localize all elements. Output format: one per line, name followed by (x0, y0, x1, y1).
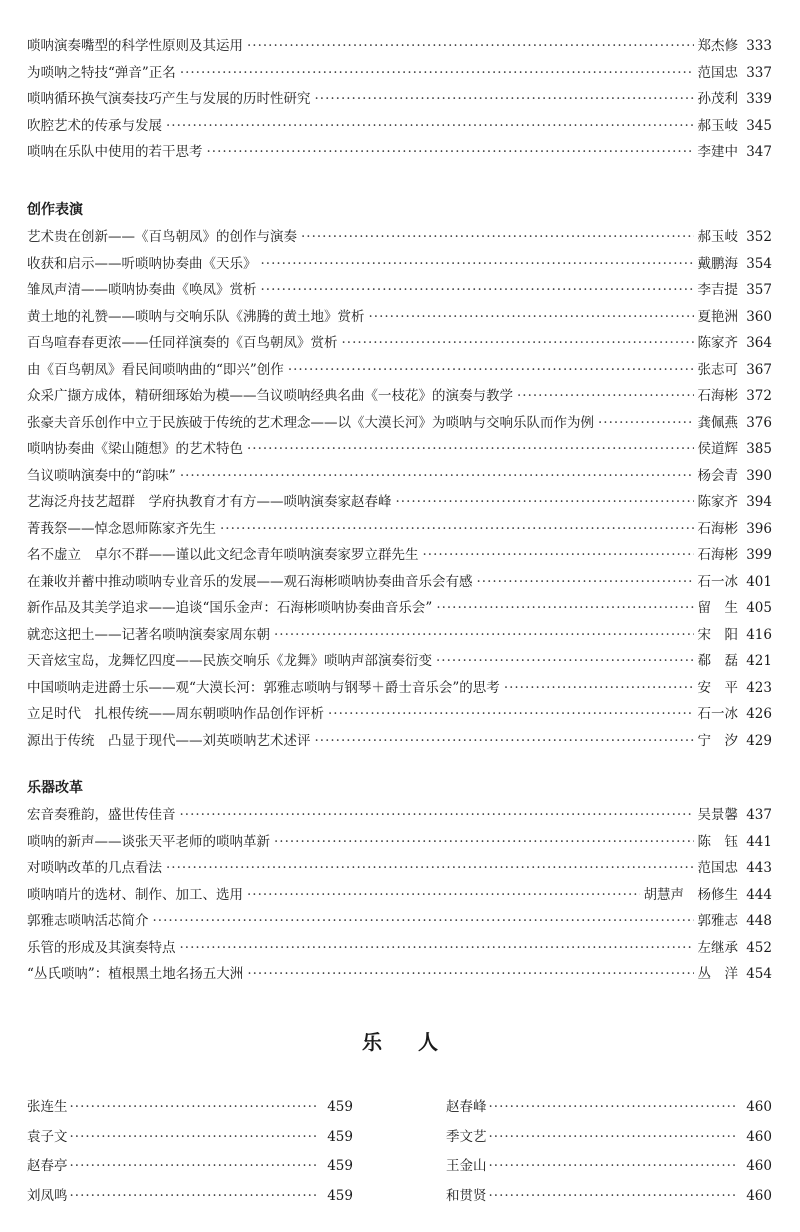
leader-dots (207, 139, 694, 166)
leader-dots (396, 489, 694, 516)
entry-page: 385 (746, 441, 772, 457)
leader-dots (70, 1152, 318, 1182)
person-entry (27, 1123, 353, 1153)
entry-page: 345 (746, 117, 772, 134)
leader-dots (247, 33, 694, 60)
toc-entry (27, 436, 772, 463)
entry-author: 安 平 (697, 679, 738, 696)
person-name: 赵春峰 (446, 1099, 487, 1115)
person-name: 王金山 (446, 1158, 487, 1174)
entry-author: 左继承 (697, 939, 738, 956)
toc-entry (27, 908, 772, 935)
toc-entry (27, 516, 772, 543)
entry-title: 新作品及其美学追求——追谈“国乐金声：石海彬唢呐协奏曲音乐会” (27, 600, 433, 616)
leader-dots (315, 728, 694, 755)
entry-author: 石海彬 (697, 547, 738, 563)
people-columns (27, 1093, 772, 1211)
entry-title: 众采广撷方成体，精研细琢始为模——刍议唢呐经典名曲《一枝花》的演奏与教学 (27, 388, 513, 404)
toc-entry (27, 330, 772, 357)
toc-entry (27, 86, 772, 113)
person-page: 460 (746, 1128, 772, 1145)
entry-page: 421 (746, 653, 772, 669)
leader-dots (436, 648, 694, 675)
entry-author: 范国忠 (697, 64, 738, 81)
leader-dots (153, 908, 694, 935)
toc-entry (27, 224, 772, 251)
toc-entry (27, 569, 772, 596)
entry-author: 李吉提 (697, 282, 738, 298)
entry-page: 452 (746, 939, 772, 956)
person-entry (27, 1152, 353, 1182)
entry-author: 郑杰修 (697, 38, 738, 54)
leader-dots (489, 1123, 737, 1153)
entry-author: 李建中 (697, 144, 738, 160)
entry-page: 394 (746, 494, 772, 510)
toc-entry (27, 935, 772, 962)
entry-title: 乐管的形成及其演奏特点 (27, 939, 176, 956)
entry-author: 留 生 (697, 600, 738, 616)
toc-entry (27, 675, 772, 702)
toc-entry (27, 463, 772, 490)
entry-title: 对唢呐改革的几点看法 (27, 860, 162, 876)
entry-title: 唢呐在乐队中使用的若干思考 (27, 144, 203, 160)
leader-dots (261, 277, 694, 304)
person-entry (446, 1123, 772, 1153)
entry-title: 天音炫宝岛，龙舞忆四度——民族交响乐《龙舞》唢呐声部演奏衍变 (27, 653, 432, 669)
entry-title: 收获和启示——听唢呐协奏曲《天乐》 (27, 255, 257, 272)
entry-title: 艺术贵在创新——《百鸟朝凤》的创作与演奏 (27, 229, 297, 245)
entry-author: 陈 钰 (697, 833, 738, 850)
entry-title: 立足时代 扎根传统——周东朝唢呐作品创作评析 (27, 706, 324, 722)
entry-page: 401 (746, 573, 772, 590)
entry-page: 396 (746, 520, 772, 537)
toc-entry (27, 595, 772, 622)
person-name: 赵春亭 (27, 1158, 68, 1174)
leader-dots (517, 383, 694, 410)
entry-title: 艺海泛舟技艺超群 学府执教育才有方——唢呐演奏家赵春峰 (27, 494, 392, 510)
entry-author: 范国忠 (697, 860, 738, 876)
entry-page: 426 (746, 706, 772, 722)
toc-entry (27, 139, 772, 166)
entry-author: 戴鹏海 (697, 255, 738, 272)
entry-author: 杨会青 (697, 467, 738, 484)
toc-entry (27, 882, 772, 909)
entry-author: 胡慧声 杨修生 (643, 886, 738, 903)
entry-title: 菁莪祭——悼念恩师陈家齐先生 (27, 520, 216, 537)
entry-title: 唢呐的新声——谈张天平老师的唢呐革新 (27, 833, 270, 850)
toc-entry (27, 829, 772, 856)
entry-author: 丛 洋 (697, 966, 738, 982)
leader-dots (247, 961, 693, 988)
entry-title: 黄土地的礼赞——唢呐与交响乐队《沸腾的黄土地》赏析 (27, 308, 365, 325)
entry-author: 石海彬 (697, 388, 738, 404)
toc-entry (27, 489, 772, 516)
person-page: 460 (746, 1187, 772, 1204)
person-entry (27, 1093, 353, 1123)
leader-dots (423, 542, 694, 569)
person-name: 和贯贤 (446, 1187, 487, 1204)
entry-title: 名不虚立 卓尔不群——谨以此文纪念青年唢呐演奏家罗立群先生 (27, 547, 419, 563)
leader-dots (342, 330, 694, 357)
toc-entry (27, 410, 772, 437)
entry-page: 360 (746, 308, 772, 325)
leader-dots (70, 1123, 318, 1153)
entry-author: 吴景馨 (697, 807, 738, 823)
toc-entry (27, 251, 772, 278)
entry-title: 唢呐哨片的选材、制作、加工、选用 (27, 886, 243, 903)
person-page: 459 (327, 1099, 353, 1115)
entry-page: 443 (746, 860, 772, 876)
toc-entry (27, 357, 772, 384)
entry-title: 为唢呐之特技“弹音”正名 (27, 64, 176, 81)
entry-author: 郭雅志 (697, 913, 738, 929)
leader-dots (288, 357, 694, 384)
section-heading: 乐器改革 (27, 780, 83, 796)
leader-dots (70, 1182, 318, 1212)
leader-dots (247, 436, 694, 463)
entry-author: 石一冰 (697, 573, 738, 590)
entry-page: 399 (746, 547, 772, 563)
leader-dots (166, 855, 694, 882)
entry-title: 源出于传统 凸显于现代——刘英唢呐艺术述评 (27, 732, 311, 749)
toc-entry (27, 961, 772, 988)
person-page: 460 (746, 1099, 772, 1115)
people-column-right (446, 1093, 772, 1211)
person-page: 459 (327, 1128, 353, 1145)
toc-entry (27, 622, 772, 649)
entry-title: 张豪夫音乐创作中立于民族破于传统的艺术理念——以《大漠长河》为唢呐与交响乐队而作为例 (27, 414, 594, 431)
leader-dots (274, 622, 694, 649)
entry-page: 333 (746, 38, 772, 54)
entry-page: 429 (746, 732, 772, 749)
entry-page: 339 (746, 91, 772, 107)
entry-page: 444 (746, 886, 772, 903)
leader-dots (489, 1152, 737, 1182)
person-page: 459 (327, 1187, 353, 1204)
person-name: 袁子文 (27, 1128, 68, 1145)
entry-author: 侯道辉 (697, 441, 738, 457)
toc-entry (27, 855, 772, 882)
entry-page: 454 (746, 966, 772, 982)
leader-dots (489, 1093, 737, 1123)
leader-dots (598, 410, 694, 437)
toc-entry (27, 802, 772, 829)
person-page: 459 (327, 1158, 353, 1174)
person-entry (446, 1093, 772, 1123)
entry-page: 441 (746, 833, 772, 850)
entry-author: 石一冰 (697, 706, 738, 722)
entry-page: 367 (746, 361, 772, 378)
entry-page: 437 (746, 807, 772, 823)
toc-entry (27, 33, 772, 60)
section-entries (27, 802, 772, 988)
toc-entry (27, 113, 772, 140)
entry-title: “丛氏唢呐”：植根黑土地名扬五大洲 (27, 966, 244, 982)
entry-title: 宏音奏雅韵，盛世传佳音 (27, 807, 176, 823)
entry-page: 372 (746, 388, 772, 404)
people-column-left (27, 1093, 353, 1211)
leader-dots (436, 595, 693, 622)
leader-dots (261, 251, 694, 278)
entry-title: 中国唢呐走进爵士乐——观“大漠长河：郭雅志唢呐与钢琴＋爵士音乐会”的思考 (27, 679, 500, 696)
toc-top-list (27, 33, 772, 166)
toc-entry (27, 277, 772, 304)
toc-entry (27, 648, 772, 675)
toc-entry (27, 728, 772, 755)
entry-title: 郭雅志唢呐活芯简介 (27, 913, 149, 929)
toc-entry (27, 383, 772, 410)
section-creation (27, 196, 772, 754)
leader-dots (70, 1093, 318, 1123)
toc-entry (27, 304, 772, 331)
entry-page: 376 (746, 414, 772, 431)
entry-author: 夏艳洲 (697, 308, 738, 325)
entry-page: 416 (746, 626, 772, 643)
entry-page: 390 (746, 467, 772, 484)
entry-page: 423 (746, 679, 772, 696)
person-entry (446, 1152, 772, 1182)
entry-author: 陈家齐 (697, 494, 738, 510)
entry-title: 在兼收并蓄中推动唢呐专业音乐的发展——观石海彬唢呐协奏曲音乐会有感 (27, 573, 473, 590)
entry-page: 405 (746, 600, 772, 616)
entry-page: 448 (746, 913, 772, 929)
person-name: 季文艺 (446, 1128, 487, 1145)
leader-dots (247, 882, 640, 909)
entry-title: 百鸟喧春春更浓——任同祥演奏的《百鸟朝凤》赏析 (27, 335, 338, 351)
entry-title: 唢呐协奏曲《梁山随想》的艺术特色 (27, 441, 243, 457)
entry-title: 由《百鸟朝凤》看民间唢呐曲的“即兴”创作 (27, 361, 284, 378)
leader-dots (274, 829, 694, 856)
person-name: 刘凤鸣 (27, 1187, 68, 1204)
entry-author: 宁 汐 (697, 732, 738, 749)
entry-author: 张志可 (697, 361, 738, 378)
leader-dots (504, 675, 694, 702)
section-heading: 创作表演 (27, 202, 83, 218)
section-entries (27, 224, 772, 754)
entry-author: 石海彬 (697, 520, 738, 537)
entry-title: 雏凤声清——唢呐协奏曲《唤凤》赏析 (27, 282, 257, 298)
entry-title: 刍议唢呐演奏中的“韵味” (27, 467, 176, 484)
entry-author: 郝玉岐 (697, 117, 738, 134)
toc-entry (27, 701, 772, 728)
leader-dots (369, 304, 694, 331)
entry-author: 陈家齐 (697, 335, 738, 351)
entry-page: 364 (746, 335, 772, 351)
entry-author: 龚佩燕 (697, 414, 738, 431)
entry-title: 吹腔艺术的传承与发展 (27, 117, 162, 134)
leader-dots (477, 569, 694, 596)
entry-title: 唢呐演奏嘴型的科学性原则及其运用 (27, 38, 243, 54)
leader-dots (180, 802, 694, 829)
entry-page: 357 (746, 282, 772, 298)
entry-author: 孙茂利 (697, 91, 738, 107)
leader-dots (220, 516, 694, 543)
person-name: 张连生 (27, 1099, 68, 1115)
person-entry (446, 1182, 772, 1212)
leader-dots (180, 463, 694, 490)
entry-page: 337 (746, 64, 772, 81)
entry-author: 宋 阳 (697, 626, 738, 643)
toc-entry (27, 542, 772, 569)
section-reform (27, 774, 772, 988)
leader-dots (180, 60, 694, 87)
leader-dots (315, 86, 694, 113)
entry-page: 352 (746, 229, 772, 245)
leader-dots (166, 113, 694, 140)
entry-author: 郗 磊 (697, 653, 738, 669)
leader-dots (301, 224, 694, 251)
entry-author: 郝玉岐 (697, 229, 738, 245)
entry-page: 347 (746, 144, 772, 160)
entry-title: 唢呐循环换气演奏技巧产生与发展的历时性研究 (27, 91, 311, 107)
leader-dots (328, 701, 694, 728)
toc-entry (27, 60, 772, 87)
person-page: 460 (746, 1158, 772, 1174)
entry-page: 354 (746, 255, 772, 272)
leader-dots (180, 935, 694, 962)
leader-dots (489, 1182, 737, 1212)
person-entry (27, 1182, 353, 1212)
section-people-heading: 乐人 (362, 1030, 474, 1054)
entry-title: 就恋这把土——记著名唢呐演奏家周东朝 (27, 626, 270, 643)
